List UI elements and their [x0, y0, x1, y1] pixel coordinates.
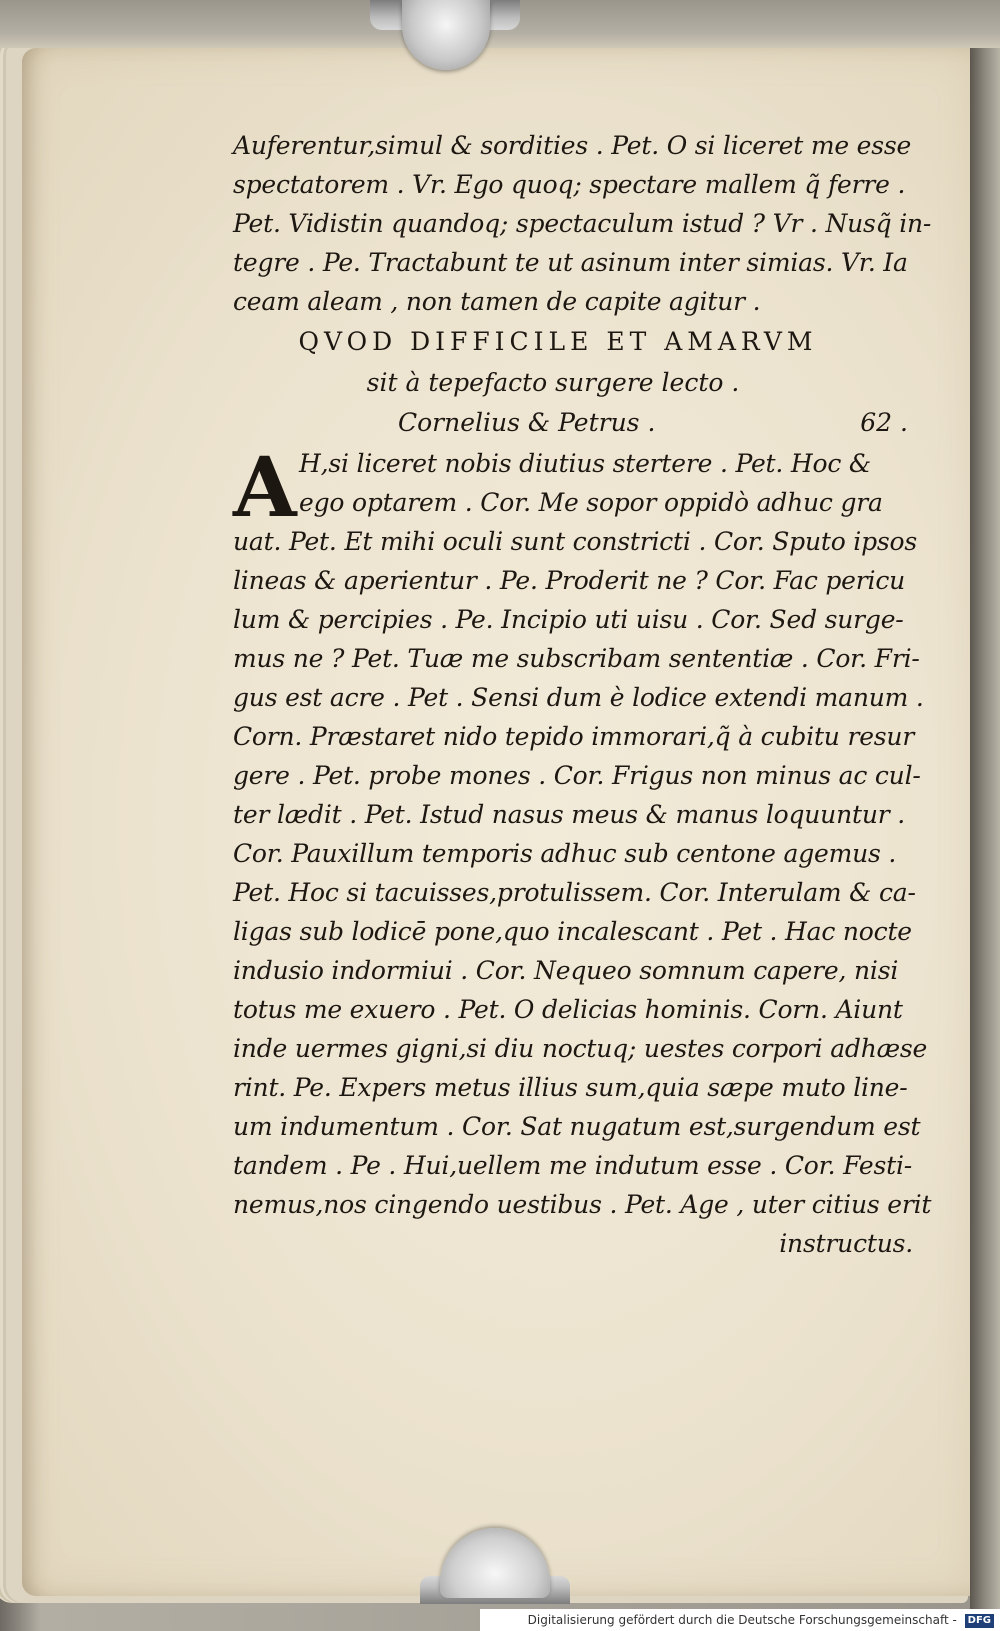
footer-text: Digitalisierung gefördert durch die Deutsche Forschungsgemeinschaft -: [527, 1613, 957, 1627]
drop-cap: A: [233, 440, 297, 536]
speakers-label: Cornelius & Petrus .: [398, 408, 656, 437]
page-text: [233, 126, 932, 1263]
text-line: mus ne ? Pet. Tuæ me subscribam sententiæ . Cor. Fri-: [233, 644, 920, 673]
text-line: ceam aleam , non tamen de capite agitur .: [233, 287, 761, 316]
text-line: rint. Pe. Expers metus illius sum,quia sæpe muto line-: [233, 1073, 908, 1102]
text-line: tandem . Pe . Hui,uellem me indutum esse . Cor. Festi-: [233, 1151, 913, 1180]
section-subheading: sit à tepefacto surgere lecto .: [366, 368, 740, 397]
text-line: gere . Pet. probe mones . Cor. Frigus non minus ac cul-: [233, 761, 921, 790]
dialogue-paragraph: [233, 440, 932, 1263]
page-number: 62 .: [860, 408, 908, 437]
text-line: Pet. Hoc si tacuisses,protulissem. Cor. Interulam & ca-: [233, 878, 916, 907]
text-line: ligas sub lodicē pone,quo incalescant . Pet . Hac nocte: [233, 917, 912, 946]
dfg-logo: DFG: [965, 1614, 994, 1628]
text-line: totus me exuero . Pet. O delicias hominis. Corn. Aiunt: [233, 995, 903, 1024]
speakers-row: [233, 402, 913, 444]
text-line: Cor. Pauxillum temporis adhuc sub centone agemus .: [233, 839, 897, 868]
text-line: um indumentum . Cor. Sat nugatum est,surgendum est: [233, 1112, 921, 1141]
book-cover-edge: [970, 0, 1000, 1631]
text-line: lum & percipies . Pe. Incipio uti uisu . Cor. Sed surge-: [233, 605, 904, 634]
text-line: indusio indormiui . Cor. Nequeo somnum capere, nisi: [233, 956, 899, 985]
text-line: Auferentur,simul & sordities . Pet. O si liceret me esse: [233, 131, 912, 160]
section-heading: QVOD DIFFICILE ET AMARVM: [298, 327, 818, 356]
text-line: Pet. Vidistin quandoq; spectaculum istud ? Vr . Nusq̃ in-: [233, 209, 932, 238]
digitization-footer: [480, 1609, 1000, 1631]
closing-line: instructus.: [779, 1229, 913, 1258]
text-line: nemus,nos cingendo uestibus . Pet. Age , uter citius erit: [233, 1190, 932, 1219]
text-line: tegre . Pe. Tractabunt te ut asinum inter simias. Vr. Ia: [233, 248, 908, 277]
text-line: ego optarem . Cor. Me sopor oppidò adhuc gra: [299, 488, 883, 517]
text-line: Corn. Præstaret nido tepido immorari,q̃ à cubitu resur: [233, 722, 915, 751]
text-line: gus est acre . Pet . Sensi dum è lodice extendi manum .: [233, 683, 924, 712]
text-line: spectatorem . Vr. Ego quoq; spectare mallem q̃ ferre .: [233, 170, 906, 199]
continued-dialogue: [233, 126, 932, 321]
text-line: ter lædit . Pet. Istud nasus meus & manus loquuntur .: [233, 800, 905, 829]
text-line: uat. Pet. Et mihi oculi sunt constricti . Cor. Sputo ipsos: [233, 527, 918, 556]
text-line: lineas & aperientur . Pe. Proderit ne ? Cor. Fac pericu: [233, 566, 906, 595]
paragraph-lines: [233, 522, 932, 1224]
text-line: inde uermes gigni,si diu noctuq; uestes corpori adhæse: [233, 1034, 928, 1063]
text-line: H,si liceret nobis diutius stertere . Pet. Hoc &: [299, 449, 871, 478]
